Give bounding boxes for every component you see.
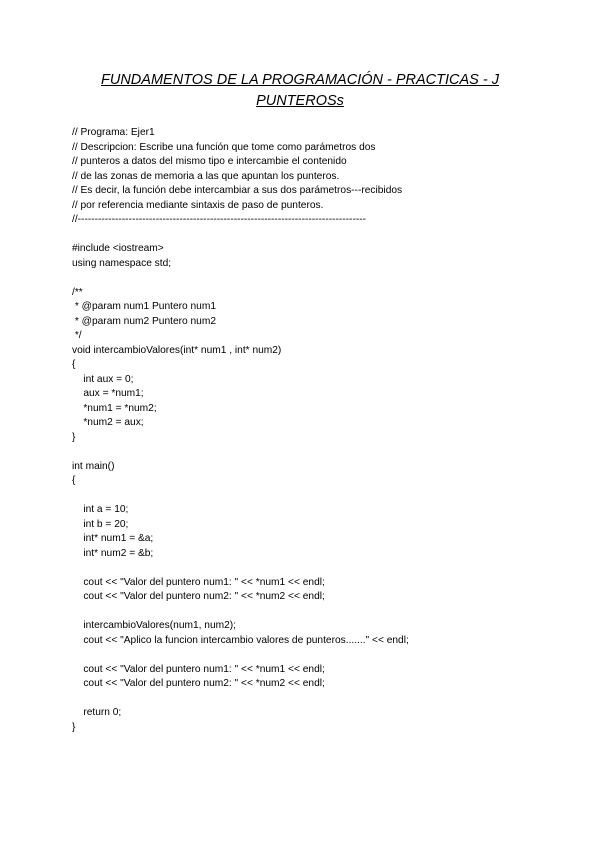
code-line: }	[72, 431, 76, 443]
code-line: cout << "Valor del puntero num1: " << *num1 << endl;	[72, 576, 325, 588]
code-line: {	[72, 359, 76, 370]
code-line: * @param num1 Puntero num1	[72, 301, 216, 312]
document-title-line-1: FUNDAMENTOS DE LA PROGRAMACIÓN - PRACTICAS - J	[101, 72, 499, 88]
code-line: //-------------------------------------------------------------------------------------	[72, 214, 367, 225]
code-line: intercambioValores(num1, num2);	[72, 620, 237, 631]
code-line	[72, 648, 572, 663]
code-line: }	[72, 721, 76, 733]
code-line: // Es decir, la función debe intercambiar a sus dos parámetros---recibidos	[72, 185, 403, 196]
code-line	[72, 489, 572, 504]
code-line	[72, 692, 572, 707]
code-line: // de las zonas de memoria a las que apuntan los punteros.	[72, 170, 340, 182]
code-line: return 0;	[72, 707, 122, 718]
code-line: int* num1 = &a;	[72, 533, 154, 544]
code-line: */	[72, 330, 82, 341]
code-line	[72, 605, 572, 620]
code-line: // Descripcion: Escribe una función que tome como parámetros dos	[72, 141, 376, 153]
code-line	[72, 561, 572, 576]
code-line: *num1 = *num2;	[72, 402, 157, 414]
code-line: // punteros a datos del mismo tipo e intercambie el contenido	[72, 156, 347, 167]
code-line: int* num2 = &b;	[72, 547, 154, 559]
code-line	[72, 228, 572, 243]
code-line: int a = 10;	[72, 504, 129, 515]
code-line: /**	[72, 286, 83, 298]
code-line: #include <iostream>	[72, 243, 164, 254]
code-line: // por referencia mediante sintaxis de paso de punteros.	[72, 199, 324, 211]
code-line: cout << "Valor del puntero num2: " << *num2 << endl;	[72, 678, 325, 689]
code-line: // Programa: Ejer1	[72, 127, 155, 138]
code-line: aux = *num1;	[72, 388, 144, 399]
code-line: int main()	[72, 460, 115, 472]
code-line: cout << "Aplico la funcion intercambio valores de punteros......." << endl;	[72, 634, 409, 646]
code-line: int aux = 0;	[72, 373, 134, 385]
code-line: {	[72, 475, 76, 486]
document-title-line-2: PUNTEROSs	[256, 93, 344, 109]
code-line: *num2 = aux;	[72, 417, 144, 428]
document-title	[95, 70, 505, 112]
code-line: * @param num2 Puntero num2	[72, 315, 216, 327]
code-line: void intercambioValores(int* num1 , int* num2)	[72, 344, 282, 356]
code-line: cout << "Valor del puntero num1: " << *num1 << endl;	[72, 663, 325, 675]
code-line	[72, 271, 572, 286]
code-line	[72, 445, 572, 460]
code-listing	[72, 126, 572, 735]
code-line: int b = 20;	[72, 518, 129, 530]
code-line: using namespace std;	[72, 257, 172, 269]
code-line: cout << "Valor del puntero num2: " << *num2 << endl;	[72, 591, 325, 602]
